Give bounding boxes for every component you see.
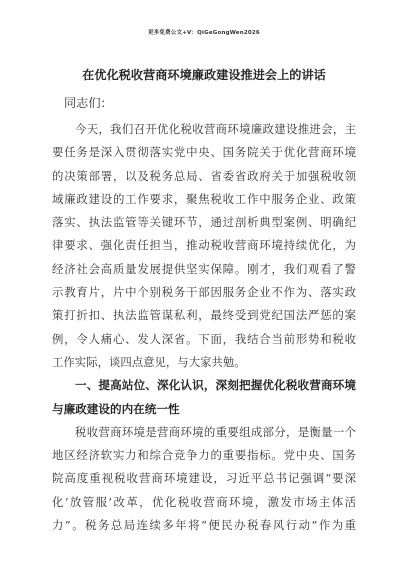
text-line: 示教育片，片中个别税务干部因服务企业不作为、落实政	[52, 285, 356, 300]
header-note: 更多免费公文+V：QiGeGongWen2026	[148, 30, 260, 36]
paragraph-intro	[52, 118, 356, 374]
text-line: 策打折扣、执法监管谋私利，最终受到党纪国法严惩的案	[52, 308, 356, 323]
document-body	[52, 118, 356, 537]
text-line: 院高度重视税收营商环境建设，习近平总书记强调“要深	[52, 471, 356, 486]
text-line: 税收营商环境是营商环境的重要组成部分，是衡量一个	[75, 424, 356, 439]
text-line: 域廉政建设的工作要求，聚焦税收工作中服务企业、政策	[52, 191, 356, 206]
text-line: 要任务是深入贯彻落实党中央、国务院关于优化营商环境	[52, 145, 356, 160]
text-line: 落实、执法监管等关键环节，通过剖析典型案例、明确纪	[52, 215, 356, 230]
document-title: 在优化税收营商环境廉政建设推进会上的讲话	[82, 68, 326, 82]
paragraph-section-1	[52, 421, 356, 537]
text-line: 地区经济软实力和综合竞争力的重要指标。党中央、国务	[52, 448, 356, 463]
text-line: 经济社会高质量发展提供坚实保障。刚才，我们观看了警	[52, 261, 356, 276]
section-heading-1	[52, 374, 356, 421]
heading-line: 一、提高站位、深化认识，深刻把握优化税收营商环境	[75, 378, 356, 393]
text-line: 化‘放管服’改革，优化税收营商环境，激发市场主体活	[52, 494, 356, 509]
text-line: 力”。税务总局连续多年将“便民办税春风行动”作为重	[52, 518, 356, 533]
heading-line: 与廉政建设的内在统一性	[52, 401, 180, 416]
salutation: 同志们：	[64, 96, 113, 110]
text-line: 今天，我们召开优化税收营商环境廉政建设推进会，主	[75, 122, 356, 136]
text-line: 的决策部署，以及税务总局、省委省政府关于加强税收领	[52, 168, 356, 183]
text-line: 工作实际，谈四点意见，与大家共勉。	[52, 354, 246, 369]
text-line: 例，令人痛心、发人深省。下面，我结合当前形势和税收	[52, 331, 356, 346]
text-line: 律要求、强化责任担当，推动税收营商环境持续优化，为	[52, 238, 356, 253]
